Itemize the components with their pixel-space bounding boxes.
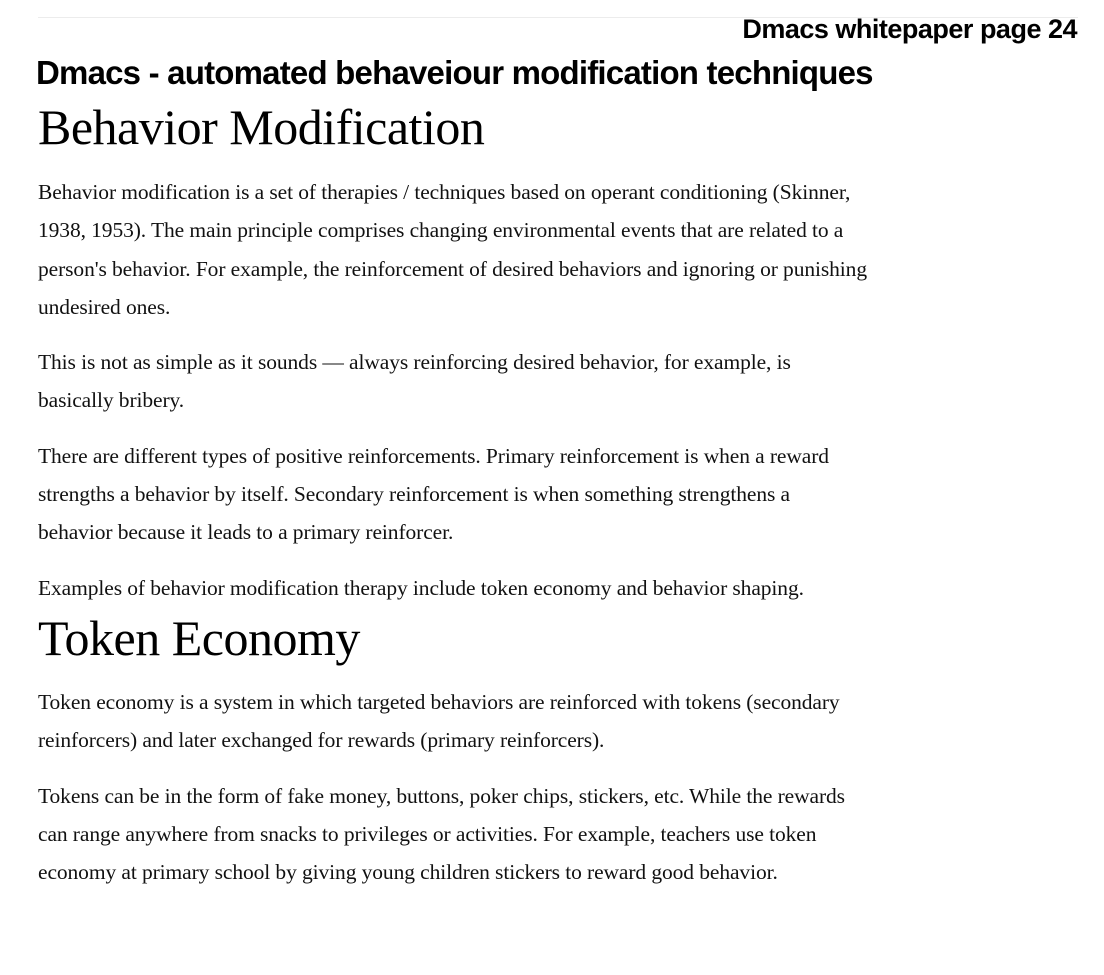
section-heading-token-economy: Token Economy bbox=[38, 609, 360, 666]
section-heading-behavior-modification: Behavior Modification bbox=[38, 99, 485, 155]
paragraph: This is not as simple as it sounds — always reinforcing desired behavior, for example, is basically bribery. bbox=[38, 350, 791, 413]
paragraph: There are different types of positive reinforcements. Primary reinforcement is when a reward strengths a behavior by itself. Secondary reinforcement is when something strengthens a behavior because it leads to a primary reinforcer. bbox=[38, 443, 829, 545]
page-label: Dmacs whitepaper page 24 bbox=[742, 14, 1077, 44]
article-body bbox=[38, 96, 868, 891]
paragraph: Token economy is a system in which targeted behaviors are reinforced with tokens (secondary reinforcers) and later exchanged for rewards (primary reinforcers). bbox=[38, 689, 840, 753]
paragraph: Tokens can be in the form of fake money, buttons, poker chips, stickers, etc. While the rewards can range anywhere from snacks to privileges or activities. For example, teachers use token economy at primary school by giving young children stickers to reward good behavior. bbox=[38, 783, 845, 885]
document-title: Dmacs - automated behaveiour modification techniques bbox=[36, 54, 873, 91]
paragraph: Examples of behavior modification therapy include token economy and behavior shaping. bbox=[38, 575, 804, 600]
paragraph: Behavior modification is a set of therapies / techniques based on operant conditioning (Skinner, 1938, 1953). The main principle comprises changing environmental events that are related to a person's behavior. For example, the reinforcement of desired behaviors and ignoring or punishing undesired ones. bbox=[38, 180, 867, 319]
